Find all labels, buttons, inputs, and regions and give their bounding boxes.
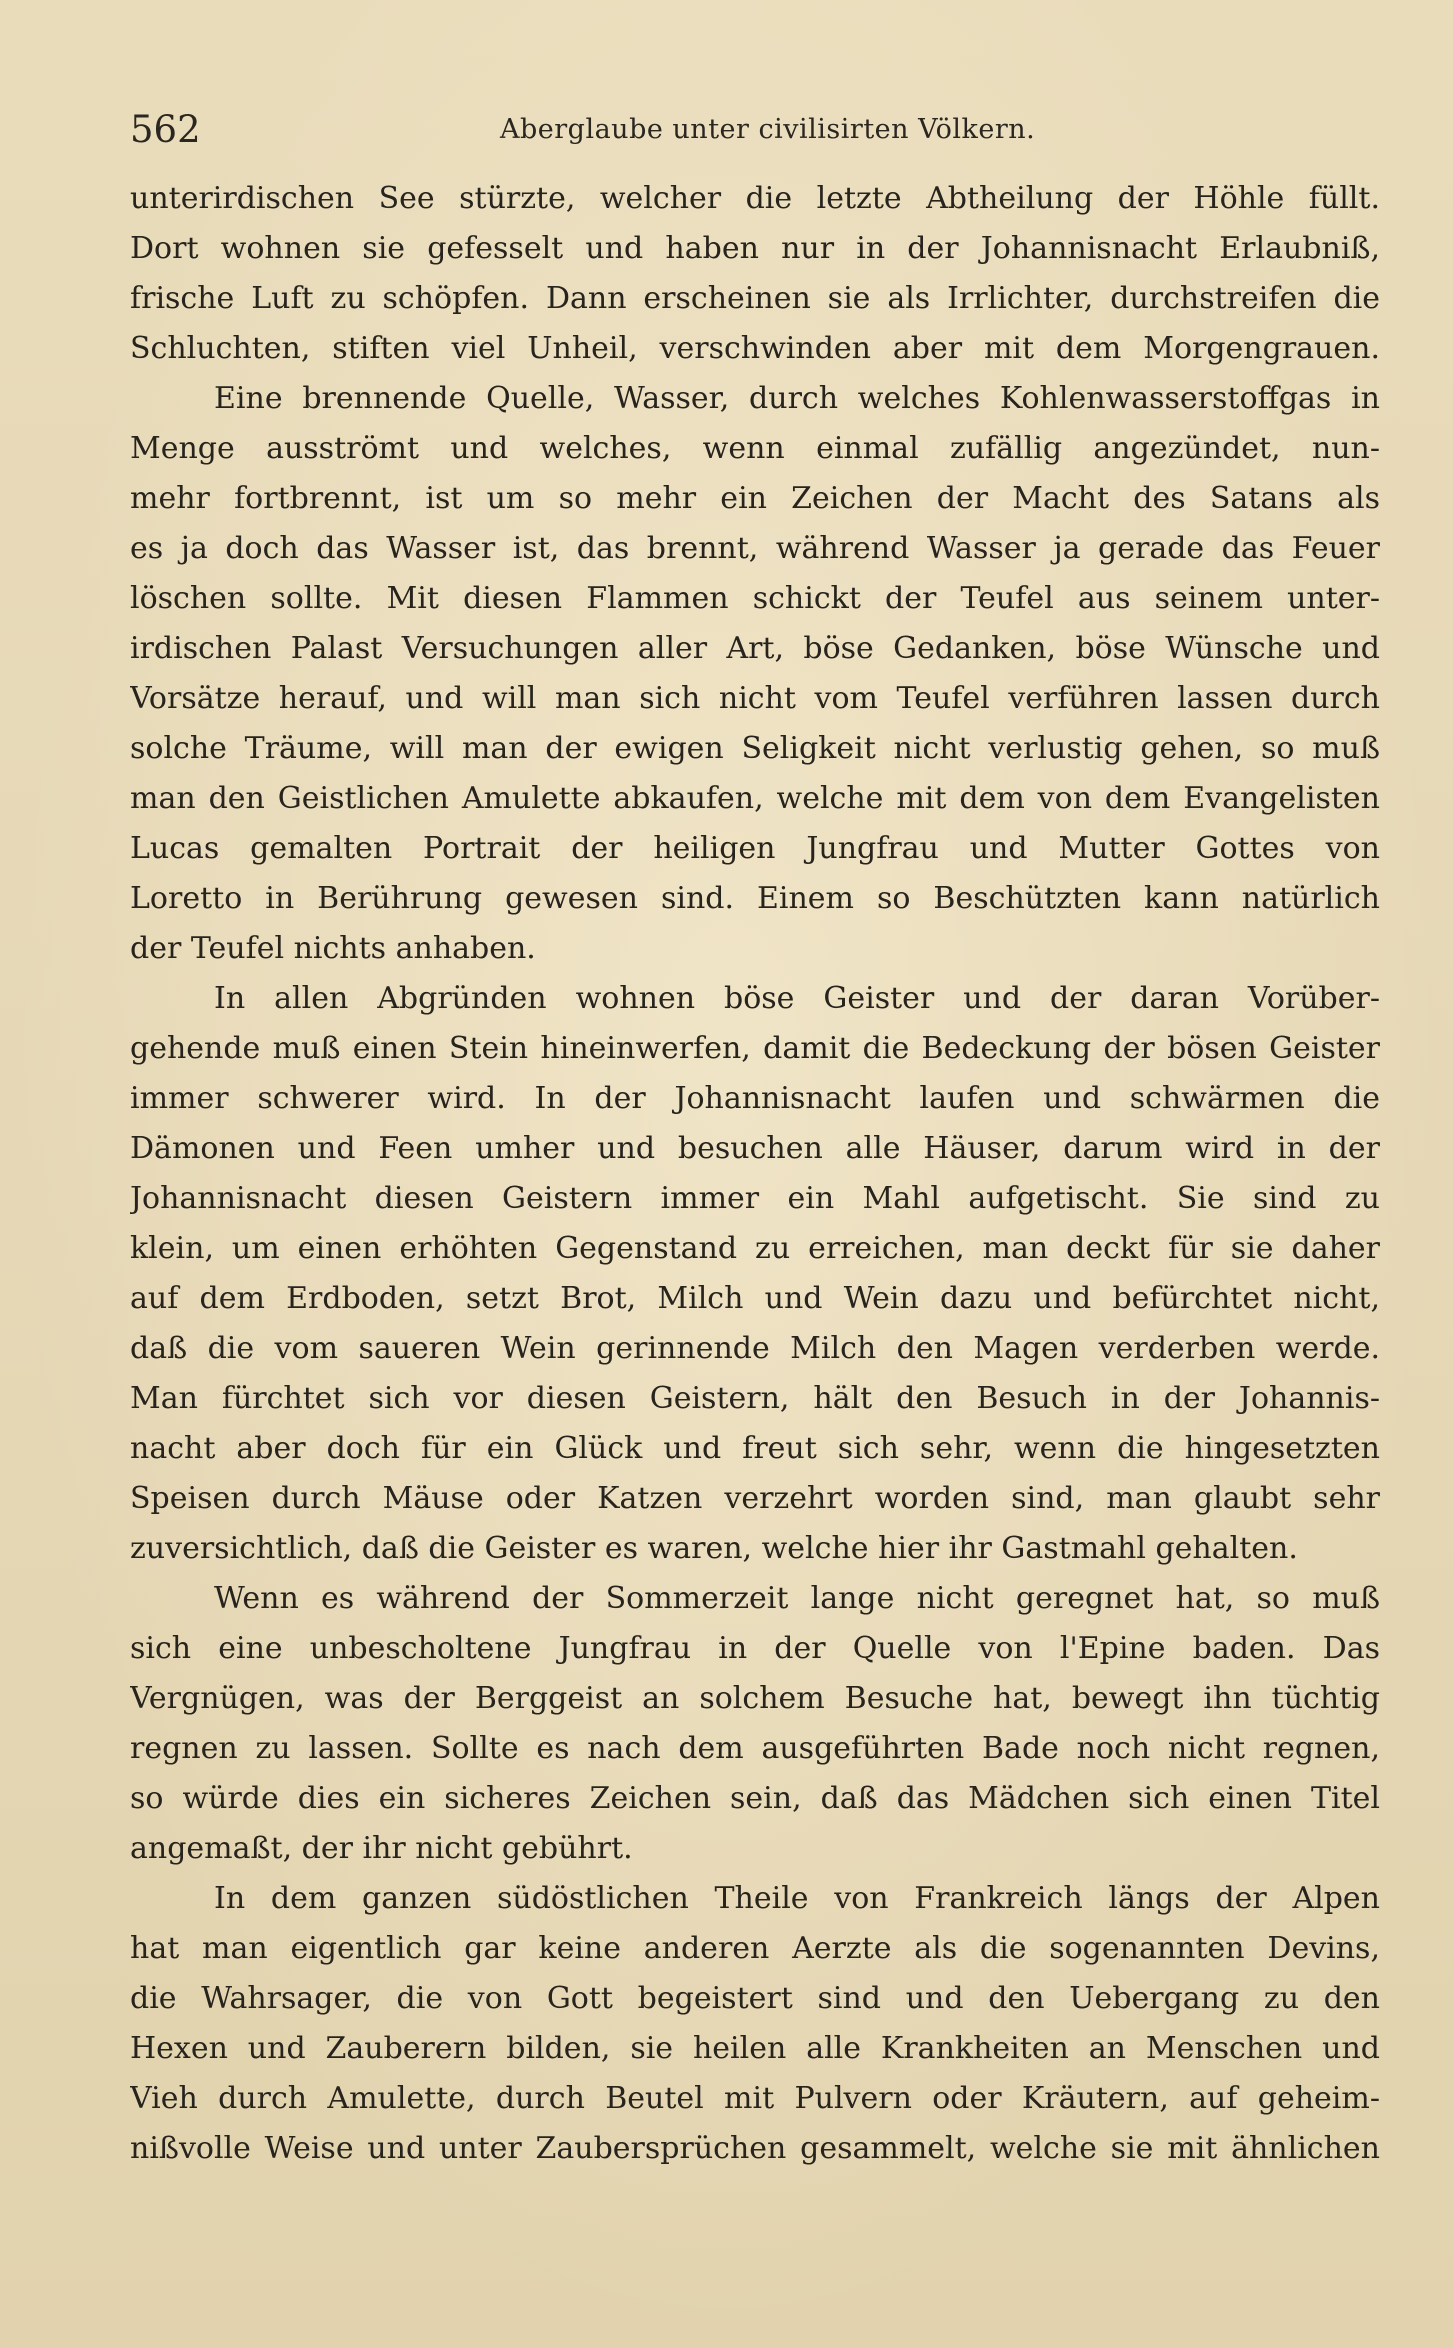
text-line: so würde dies ein sicheres Zeichen sein, daß das Mädchen sich einen Titel (130, 1781, 1380, 1816)
running-title: Aberglaube unter civilisirten Völkern. (500, 114, 1036, 145)
text-line: Eine brennende Quelle, Wasser, durch welches Kohlenwasserstoffgas in (214, 381, 1380, 416)
text-line: zuversichtlich, daß die Geister es waren, welche hier ihr Gastmahl gehalten. (130, 1531, 1298, 1566)
paragraph (130, 974, 1380, 1574)
paragraph (130, 1574, 1380, 1874)
text-line: Dort wohnen sie gefesselt und haben nur in der Johannisnacht Erlaubniß, (130, 231, 1380, 266)
text-line: mehr fortbrennt, ist um so mehr ein Zeichen der Macht des Satans als (130, 481, 1380, 516)
text-line: solche Träume, will man der ewigen Seligkeit nicht verlustig gehen, so muß (130, 731, 1380, 766)
text-line: Loretto in Berührung gewesen sind. Einem so Beschützten kann natürlich (130, 881, 1380, 916)
text-line: regnen zu lassen. Sollte es nach dem ausgeführten Bade noch nicht regnen, (130, 1731, 1380, 1766)
text-line: Wenn es während der Sommerzeit lange nicht geregnet hat, so muß (214, 1581, 1380, 1616)
text-line: immer schwerer wird. In der Johannisnacht laufen und schwärmen die (130, 1081, 1380, 1116)
text-line: die Wahrsager, die von Gott begeistert sind und den Uebergang zu den (130, 1981, 1380, 2016)
text-line: löschen sollte. Mit diesen Flammen schickt der Teufel aus seinem unter- (130, 581, 1380, 616)
paragraph (130, 374, 1380, 974)
text-line: In allen Abgründen wohnen böse Geister und der daran Vorüber- (214, 981, 1380, 1016)
text-line: daß die vom saueren Wein gerinnende Milch den Magen verderben werde. (130, 1331, 1380, 1366)
text-line: unterirdischen See stürzte, welcher die letzte Abtheilung der Höhle füllt. (130, 181, 1380, 216)
text-line: Speisen durch Mäuse oder Katzen verzehrt worden sind, man glaubt sehr (130, 1481, 1380, 1516)
body-text (130, 174, 1380, 2174)
text-line: man den Geistlichen Amulette abkaufen, welche mit dem von dem Evangelisten (130, 781, 1380, 816)
text-line: Menge ausströmt und welches, wenn einmal zufällig angezündet, nun- (130, 431, 1380, 466)
page-number: 562 (130, 108, 201, 151)
text-line: irdischen Palast Versuchungen aller Art, böse Gedanken, böse Wünsche und (130, 631, 1380, 666)
text-line: Vorsätze herauf, und will man sich nicht vom Teufel verführen lassen durch (130, 681, 1380, 716)
text-line: angemaßt, der ihr nicht gebührt. (130, 1831, 633, 1866)
text-line: gehende muß einen Stein hineinwerfen, damit die Bedeckung der bösen Geister (130, 1031, 1380, 1066)
text-line: Man fürchtet sich vor diesen Geistern, hält den Besuch in der Johannis- (130, 1381, 1380, 1416)
text-line: es ja doch das Wasser ist, das brennt, während Wasser ja gerade das Feuer (130, 531, 1380, 566)
page-header (130, 100, 1380, 160)
text-line: Hexen und Zauberern bilden, sie heilen alle Krankheiten an Menschen und (130, 2031, 1380, 2066)
text-line: frische Luft zu schöpfen. Dann erscheinen sie als Irrlichter, durchstreifen die (130, 281, 1380, 316)
text-line: In dem ganzen südöstlichen Theile von Frankreich längs der Alpen (214, 1881, 1380, 1916)
text-line: nißvolle Weise und unter Zaubersprüchen gesammelt, welche sie mit ähnlichen (130, 2131, 1380, 2166)
text-line: der Teufel nichts anhaben. (130, 931, 536, 966)
text-line: Dämonen und Feen umher und besuchen alle Häuser, darum wird in der (130, 1131, 1380, 1166)
text-line: Vieh durch Amulette, durch Beutel mit Pulvern oder Kräutern, auf geheim- (130, 2081, 1380, 2116)
paragraph (130, 174, 1380, 374)
text-line: hat man eigentlich gar keine anderen Aerzte als die sogenannten Devins, (130, 1931, 1380, 1966)
paragraph (130, 1874, 1380, 2174)
text-line: sich eine unbescholtene Jungfrau in der Quelle von l'Epine baden. Das (130, 1631, 1380, 1666)
text-line: Vergnügen, was der Berggeist an solchem Besuche hat, bewegt ihn tüchtig (130, 1681, 1380, 1716)
text-line: Johannisnacht diesen Geistern immer ein Mahl aufgetischt. Sie sind zu (130, 1181, 1380, 1216)
text-line: nacht aber doch für ein Glück und freut sich sehr, wenn die hingesetzten (130, 1431, 1380, 1466)
text-line: Lucas gemalten Portrait der heiligen Jungfrau und Mutter Gottes von (130, 831, 1380, 866)
text-line: Schluchten, stiften viel Unheil, verschwinden aber mit dem Morgengrauen. (130, 331, 1380, 366)
text-line: klein, um einen erhöhten Gegenstand zu erreichen, man deckt für sie daher (130, 1231, 1380, 1266)
text-line: auf dem Erdboden, setzt Brot, Milch und Wein dazu und befürchtet nicht, (130, 1281, 1380, 1316)
